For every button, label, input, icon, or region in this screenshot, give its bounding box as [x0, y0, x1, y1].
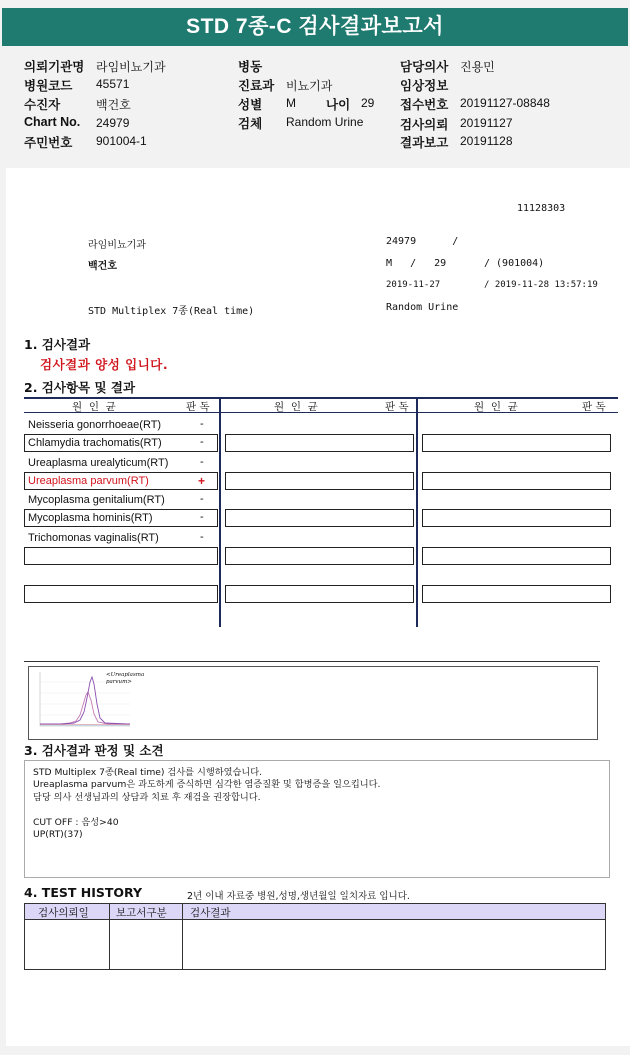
report-date-label: 결과보고: [400, 136, 449, 150]
ward-label: 병동: [238, 60, 263, 74]
table-row-organism: Chlamydia trachomatis(RT): [28, 437, 162, 449]
patient-label: 수진자: [24, 98, 61, 112]
age-value: 29: [361, 96, 375, 110]
history-header-row: [24, 903, 606, 920]
table-row-result: -: [200, 418, 204, 430]
chart-value: 24979: [96, 116, 130, 130]
section1-title: 1. 검사결과: [24, 337, 91, 352]
detail-sex-age: M / 29: [386, 258, 447, 269]
opinion-line: STD Multiplex 7종(Real time) 검사를 시행하였습니다.: [33, 767, 263, 778]
detail-rrn: / (901004): [484, 258, 545, 269]
detail-code: 11128303: [517, 203, 566, 214]
col-organism-2: 원 인 균: [274, 401, 318, 413]
table-row-result: -: [200, 531, 204, 543]
section4-note: 2년 이내 자료중 병원,성명,생년월일 일치자료 입니다.: [187, 891, 410, 902]
detail-specimen: Random Urine: [386, 302, 459, 313]
dept-label: 진료과: [238, 79, 275, 93]
graph-legend-line1: <Ureaplasma: [106, 672, 145, 678]
empty-row-box: [422, 509, 611, 527]
history-bottom-rule: [24, 969, 606, 970]
col-judgment-1: 판 독: [186, 401, 210, 413]
hospital-code-label: 병원코드: [24, 79, 73, 93]
table-row-organism-positive: Ureaplasma parvum(RT): [28, 475, 149, 487]
table-row-organism: Neisseria gonorrhoeae(RT): [28, 419, 162, 431]
opinion-line: 담당 의사 선생님과의 상담과 치료 후 재검을 권장합니다.: [33, 791, 261, 803]
institution-value: 라임비뇨기과: [96, 60, 166, 74]
specimen-label: 검체: [238, 117, 263, 131]
dept-value: 비뇨기과: [286, 79, 333, 93]
empty-row-box: [225, 434, 414, 452]
institution-label: 의뢰기관명: [24, 60, 85, 74]
age-label: 나이: [326, 98, 351, 112]
rrn-label: 주민번호: [24, 136, 73, 150]
doctor-value: 진용민: [460, 60, 495, 74]
table-row-organism: Mycoplasma genitalium(RT): [28, 494, 165, 506]
history-border-right: [605, 903, 606, 970]
empty-row-box: [422, 472, 611, 490]
empty-row-box: [422, 434, 611, 452]
opinion-ct-value: UP(RT)(37): [33, 829, 83, 841]
doctor-label: 담당의사: [400, 60, 449, 74]
table-row-result: -: [200, 493, 204, 505]
table-row-result-positive: +: [198, 474, 206, 488]
opinion-line: Ureaplasma parvum은 과도하게 증식하면 심각한 염증질환 및 합병증을 일으킵니다.: [33, 779, 381, 791]
graph-legend-line2: parvum>: [106, 679, 132, 685]
opinion-blank-line: [33, 804, 601, 816]
graph-background: [30, 668, 160, 738]
clinical-label: 임상정보: [400, 79, 449, 93]
empty-row-box: [225, 547, 414, 565]
specimen-value: Random Urine: [286, 115, 364, 129]
table-col-divider-2: [416, 397, 418, 627]
table-row-result: -: [200, 456, 204, 468]
sex-label: 성별: [238, 98, 263, 112]
opinion-box: [24, 760, 610, 878]
history-divider-2: [182, 903, 183, 970]
history-divider-1: [109, 903, 110, 970]
detail-institution: 라임비뇨기과: [88, 240, 146, 251]
col-judgment-2: 판 독: [385, 401, 409, 413]
row-box: [24, 585, 218, 603]
col-organism-3: 원 인 균: [474, 401, 518, 413]
graph-top-rule: [24, 661, 600, 662]
detail-test-name: STD Multiplex 7종(Real time): [88, 306, 255, 317]
sex-value: M: [286, 96, 296, 110]
col-organism-1: 원 인 균: [72, 401, 116, 413]
table-row-organism: Trichomonas vaginalis(RT): [28, 532, 159, 544]
empty-row-box: [422, 547, 611, 565]
section1-result: 검사결과 양성 입니다.: [40, 357, 169, 372]
section3-title: 3. 검사결과 판정 및 소견: [24, 743, 164, 758]
request-date-value: 20191127: [460, 116, 513, 130]
patient-value: 백건호: [96, 98, 131, 112]
empty-row-box: [225, 472, 414, 490]
request-date-label: 검사의뢰: [400, 118, 449, 132]
hospital-code-value: 45571: [96, 77, 130, 91]
empty-row-box: [225, 585, 414, 603]
report-date-value: 20191128: [460, 134, 513, 148]
row-box: [24, 547, 218, 565]
empty-row-box: [225, 509, 414, 527]
section4-title: 4. TEST HISTORY: [24, 885, 143, 900]
rrn-value: 901004-1: [96, 134, 147, 148]
table-row-result: -: [200, 511, 204, 523]
table-row-result: -: [200, 436, 204, 448]
amplification-curve-graph: [30, 668, 160, 738]
table-row-organism: Ureaplasma urealyticum(RT): [28, 457, 169, 469]
table-col-divider-1: [219, 397, 221, 627]
table-row-organism: Mycoplasma hominis(RT): [28, 512, 153, 524]
detail-patient: 백건호: [88, 261, 117, 272]
report-title: STD 7종-C 검사결과보고서: [2, 8, 628, 46]
history-border-left: [24, 903, 25, 970]
empty-row-box: [422, 585, 611, 603]
history-col-result: 검사결과: [190, 907, 231, 919]
opinion-cutoff: CUT OFF : 음성>40: [33, 816, 119, 828]
history-col-type: 보고서구분: [116, 907, 167, 919]
col-judgment-3: 판 독: [582, 401, 606, 413]
section2-title: 2. 검사항목 및 결과: [24, 380, 136, 395]
detail-date-received: 2019-11-27: [386, 280, 441, 290]
receipt-value: 20191127-08848: [460, 96, 550, 110]
detail-chart: 24979 /: [386, 236, 459, 247]
history-col-request: 검사의뢰일: [38, 907, 89, 919]
detail-date-reported: / 2019-11-28 13:57:19: [484, 280, 598, 290]
chart-label: Chart No.: [24, 115, 81, 129]
receipt-label: 접수번호: [400, 98, 449, 112]
